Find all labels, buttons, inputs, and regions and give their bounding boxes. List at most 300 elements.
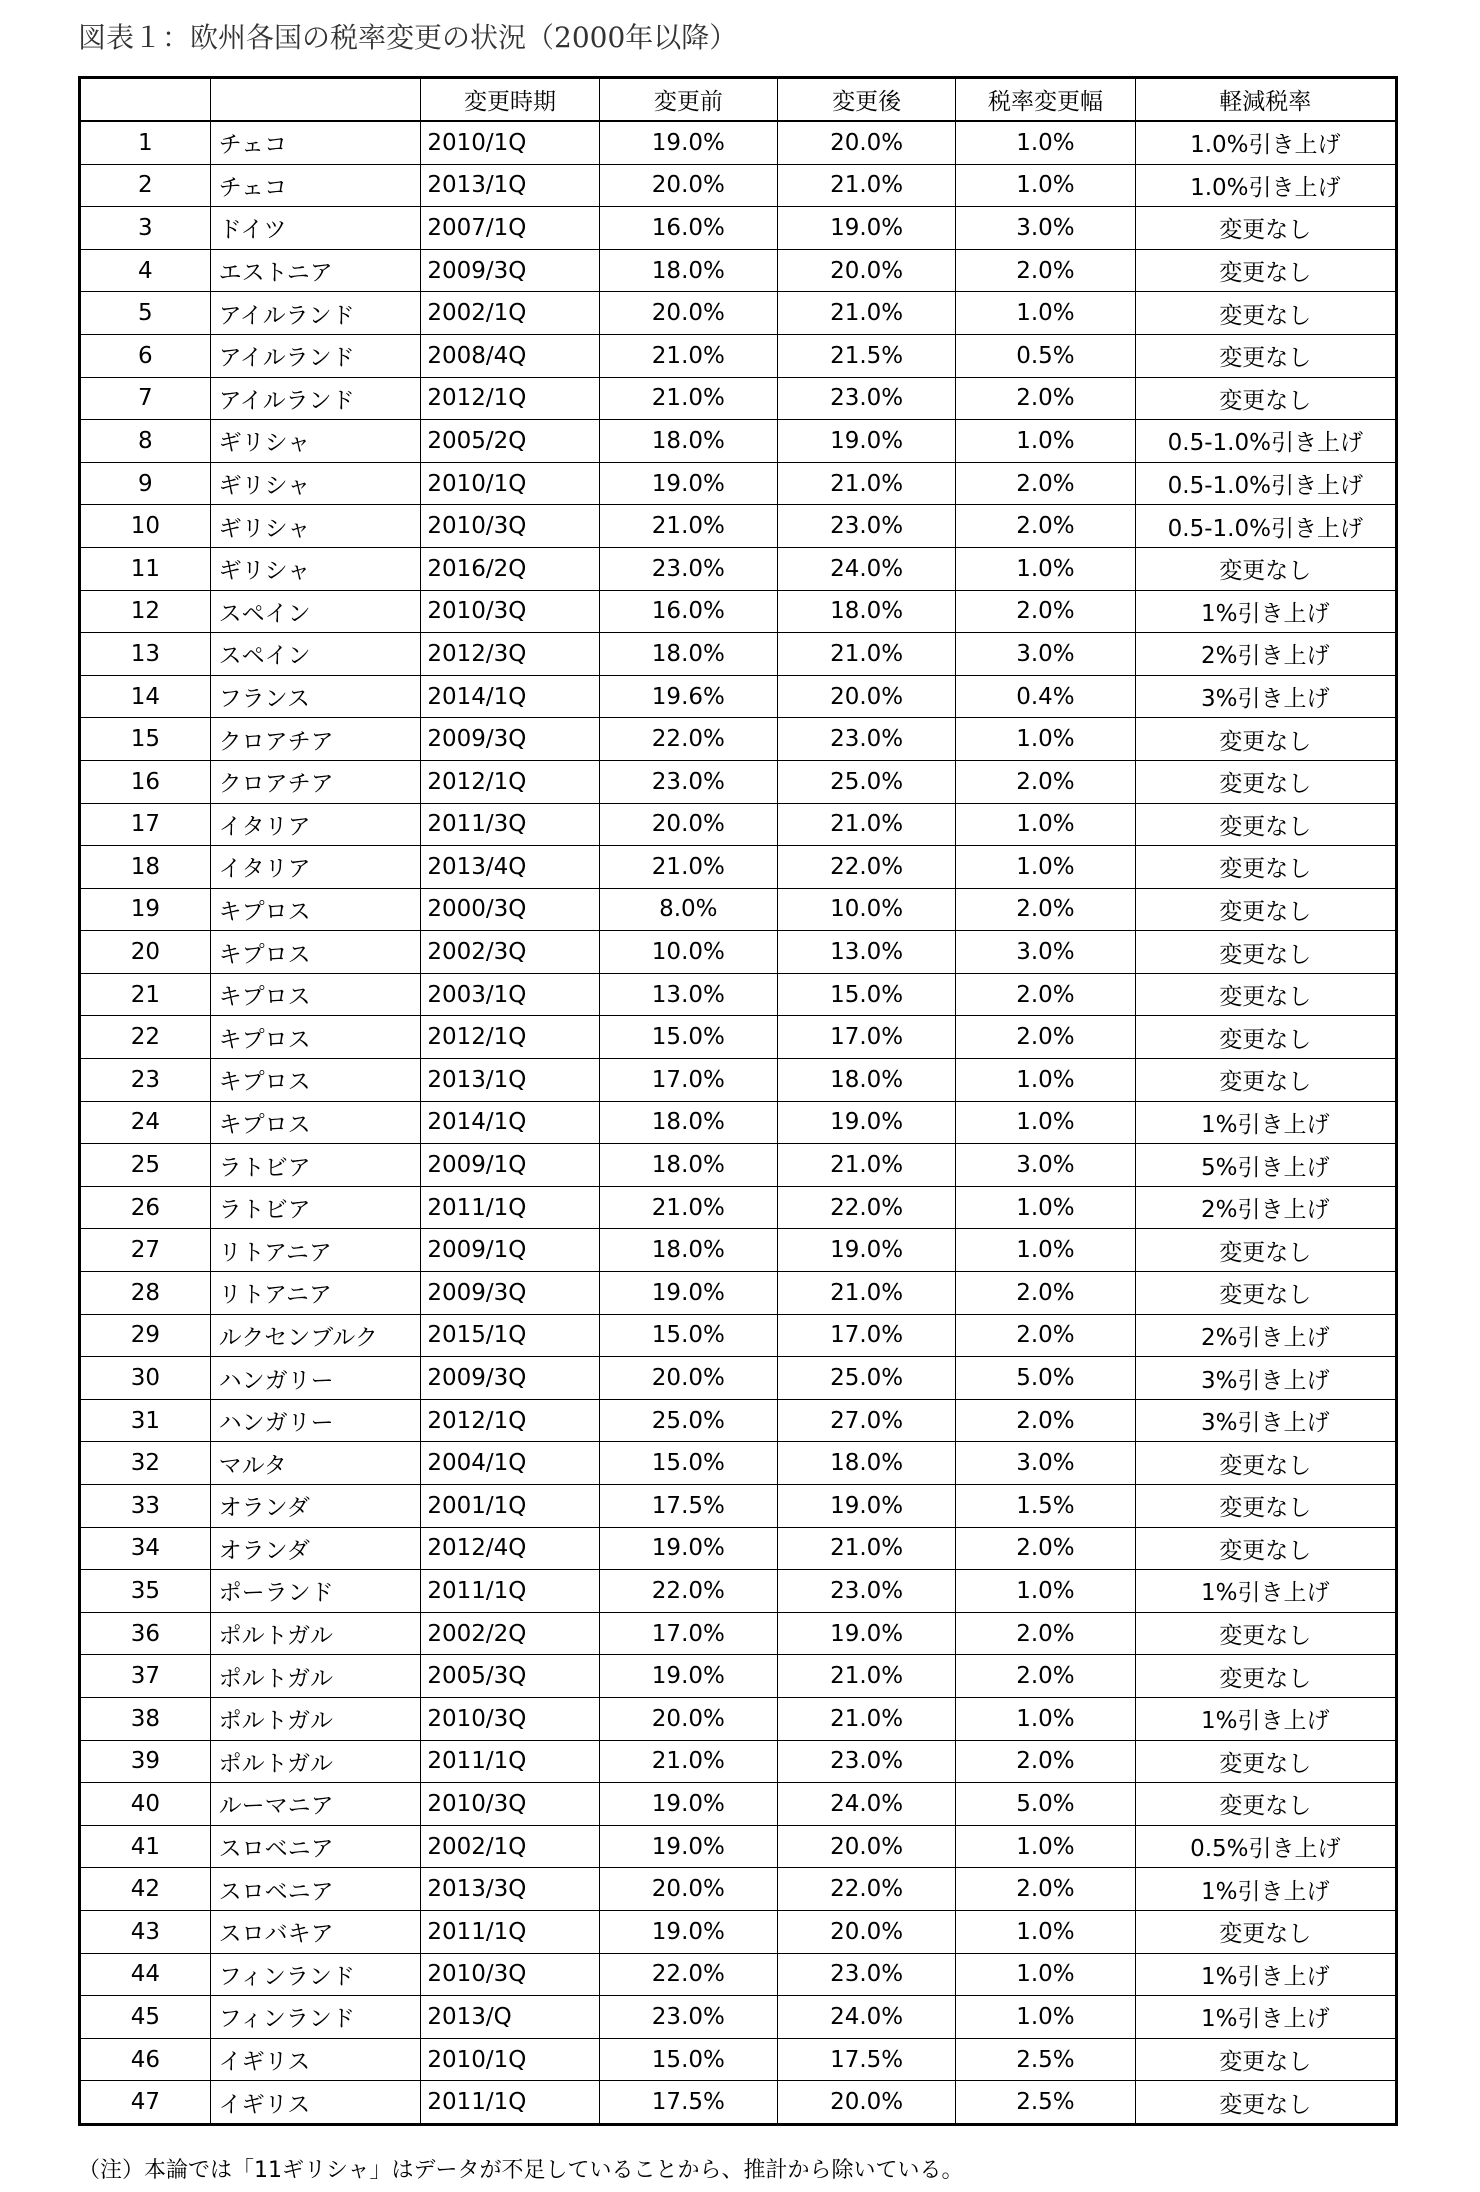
change-period: 2004/1Q [421,1442,599,1485]
rate-change: 2.0% [956,888,1135,931]
rate-change: 1.0% [956,164,1135,207]
table-row [80,888,1397,931]
row-number: 22 [80,1016,211,1059]
row-number: 36 [80,1612,211,1655]
table-row [80,1783,1397,1826]
table-row [80,2081,1397,2125]
reduced-rate: 変更なし [1135,1442,1396,1485]
reduced-rate: 3%引き上げ [1135,1399,1396,1442]
row-number: 14 [80,675,211,718]
rate-after: 21.0% [777,164,955,207]
table-row [80,1059,1397,1102]
rate-after: 20.0% [777,1825,955,1868]
rate-after: 13.0% [777,931,955,974]
rate-after: 10.0% [777,888,955,931]
row-number: 42 [80,1868,211,1911]
rate-before: 17.0% [599,1612,777,1655]
country-name: アイルランド [210,292,421,335]
rate-before: 21.0% [599,1186,777,1229]
reduced-rate: 3%引き上げ [1135,675,1396,718]
row-number: 40 [80,1783,211,1826]
reduced-rate: 0.5-1.0%引き上げ [1135,462,1396,505]
change-period: 2010/3Q [421,590,599,633]
header-no [80,78,211,122]
country-name: ポルトガル [210,1697,421,1740]
row-number: 32 [80,1442,211,1485]
reduced-rate: 変更なし [1135,760,1396,803]
row-number: 26 [80,1186,211,1229]
rate-before: 19.0% [599,462,777,505]
rate-change: 2.0% [956,1272,1135,1315]
rate-before: 19.0% [599,1272,777,1315]
row-number: 35 [80,1570,211,1613]
table-row [80,1357,1397,1400]
country-name: ポーランド [210,1570,421,1613]
country-name: スロバキア [210,1910,421,1953]
rate-after: 21.0% [777,292,955,335]
change-period: 2009/3Q [421,249,599,292]
change-period: 2012/1Q [421,1399,599,1442]
rate-before: 23.0% [599,760,777,803]
row-number: 11 [80,547,211,590]
country-name: ドイツ [210,207,421,250]
rate-after: 15.0% [777,973,955,1016]
table-row [80,1186,1397,1229]
rate-before: 18.0% [599,633,777,676]
table-row [80,1697,1397,1740]
rate-before: 20.0% [599,1697,777,1740]
row-number: 18 [80,846,211,889]
table-row [80,1399,1397,1442]
change-period: 2011/3Q [421,803,599,846]
rate-change: 1.0% [956,1910,1135,1953]
table-row [80,1101,1397,1144]
table-row [80,164,1397,207]
country-name: ポルトガル [210,1612,421,1655]
country-name: ギリシャ [210,462,421,505]
change-period: 2010/1Q [421,2038,599,2081]
row-number: 31 [80,1399,211,1442]
rate-before: 19.0% [599,1527,777,1570]
reduced-rate: 変更なし [1135,888,1396,931]
reduced-rate: 変更なし [1135,718,1396,761]
rate-after: 23.0% [777,1740,955,1783]
country-name: オランダ [210,1485,421,1528]
rate-before: 19.0% [599,1655,777,1698]
rate-change: 1.0% [956,1825,1135,1868]
reduced-rate: 変更なし [1135,1485,1396,1528]
change-period: 2013/1Q [421,1059,599,1102]
rate-change: 3.0% [956,207,1135,250]
rate-after: 20.0% [777,121,955,164]
table-row [80,1016,1397,1059]
rate-after: 20.0% [777,1910,955,1953]
rate-before: 21.0% [599,377,777,420]
row-number: 30 [80,1357,211,1400]
table-row [80,1144,1397,1187]
rate-after: 21.0% [777,1655,955,1698]
rate-change: 2.0% [956,505,1135,548]
rate-change: 2.0% [956,1016,1135,1059]
rate-after: 20.0% [777,249,955,292]
reduced-rate: 変更なし [1135,2081,1396,2125]
rate-change: 3.0% [956,1144,1135,1187]
reduced-rate: 1%引き上げ [1135,1868,1396,1911]
change-period: 2011/1Q [421,1740,599,1783]
rate-before: 22.0% [599,1953,777,1996]
rate-before: 21.0% [599,505,777,548]
country-name: スロベニア [210,1868,421,1911]
rate-before: 20.0% [599,164,777,207]
reduced-rate: 変更なし [1135,1740,1396,1783]
rate-before: 22.0% [599,1570,777,1613]
rate-change: 5.0% [956,1783,1135,1826]
reduced-rate: 2%引き上げ [1135,633,1396,676]
change-period: 2009/3Q [421,718,599,761]
table-row [80,590,1397,633]
change-period: 2005/3Q [421,1655,599,1698]
footnote: （注）本論では「11ギリシャ」はデータが不足していることから、推計から除いている。 [78,2158,964,2183]
rate-change: 1.0% [956,292,1135,335]
change-period: 2010/1Q [421,121,599,164]
rate-before: 19.6% [599,675,777,718]
change-period: 2009/3Q [421,1357,599,1400]
rate-change: 2.0% [956,1314,1135,1357]
reduced-rate: 0.5-1.0%引き上げ [1135,420,1396,463]
rate-after: 19.0% [777,1485,955,1528]
rate-after: 17.0% [777,1016,955,1059]
rate-after: 23.0% [777,1953,955,1996]
rate-change: 1.0% [956,1101,1135,1144]
reduced-rate: 変更なし [1135,377,1396,420]
table-row [80,675,1397,718]
change-period: 2011/1Q [421,1910,599,1953]
rate-after: 19.0% [777,1101,955,1144]
change-period: 2009/1Q [421,1229,599,1272]
change-period: 2009/3Q [421,1272,599,1315]
row-number: 6 [80,334,211,377]
change-period: 2002/3Q [421,931,599,974]
header-country [210,78,421,122]
country-name: ポルトガル [210,1655,421,1698]
rate-change: 1.0% [956,803,1135,846]
table-row [80,1996,1397,2039]
row-number: 44 [80,1953,211,1996]
table-row [80,334,1397,377]
rate-change: 2.0% [956,1399,1135,1442]
reduced-rate: 変更なし [1135,1910,1396,1953]
country-name: ハンガリー [210,1399,421,1442]
country-name: フランス [210,675,421,718]
country-name: イギリス [210,2081,421,2125]
change-period: 2010/3Q [421,505,599,548]
country-name: リトアニア [210,1272,421,1315]
row-number: 20 [80,931,211,974]
row-number: 2 [80,164,211,207]
rate-after: 19.0% [777,1612,955,1655]
country-name: マルタ [210,1442,421,1485]
table-row [80,803,1397,846]
rate-before: 15.0% [599,2038,777,2081]
rate-change: 5.0% [956,1357,1135,1400]
country-name: スロベニア [210,1825,421,1868]
rate-after: 21.0% [777,1527,955,1570]
rate-before: 20.0% [599,292,777,335]
reduced-rate: 1%引き上げ [1135,1697,1396,1740]
reduced-rate: 5%引き上げ [1135,1144,1396,1187]
row-number: 19 [80,888,211,931]
change-period: 2005/2Q [421,420,599,463]
row-number: 5 [80,292,211,335]
country-name: キプロス [210,973,421,1016]
change-period: 2012/3Q [421,633,599,676]
reduced-rate: 1%引き上げ [1135,1570,1396,1613]
row-number: 39 [80,1740,211,1783]
rate-change: 3.0% [956,931,1135,974]
rate-after: 18.0% [777,1442,955,1485]
header-before: 変更前 [599,78,777,122]
table-row [80,973,1397,1016]
change-period: 2015/1Q [421,1314,599,1357]
rate-after: 21.0% [777,633,955,676]
reduced-rate: 変更なし [1135,931,1396,974]
rate-after: 22.0% [777,846,955,889]
row-number: 12 [80,590,211,633]
change-period: 2014/1Q [421,675,599,718]
rate-change: 1.0% [956,1186,1135,1229]
row-number: 38 [80,1697,211,1740]
reduced-rate: 0.5-1.0%引き上げ [1135,505,1396,548]
table-row [80,718,1397,761]
rate-after: 21.0% [777,1272,955,1315]
reduced-rate: 1%引き上げ [1135,1996,1396,2039]
row-number: 21 [80,973,211,1016]
rate-change: 2.5% [956,2038,1135,2081]
row-number: 43 [80,1910,211,1953]
table-row [80,1442,1397,1485]
rate-before: 19.0% [599,121,777,164]
rate-after: 25.0% [777,1357,955,1400]
change-period: 2010/1Q [421,462,599,505]
row-number: 15 [80,718,211,761]
rate-change: 2.0% [956,462,1135,505]
rate-change: 1.0% [956,1697,1135,1740]
row-number: 17 [80,803,211,846]
rate-change: 2.0% [956,1868,1135,1911]
header-after: 変更後 [777,78,955,122]
tax-rate-table [78,76,1398,2126]
header-reduced-rate: 軽減税率 [1135,78,1396,122]
row-number: 25 [80,1144,211,1187]
rate-after: 21.5% [777,334,955,377]
change-period: 2003/1Q [421,973,599,1016]
reduced-rate: 変更なし [1135,334,1396,377]
rate-after: 23.0% [777,1570,955,1613]
change-period: 2013/4Q [421,846,599,889]
rate-after: 21.0% [777,462,955,505]
table-row [80,1485,1397,1528]
table-row [80,1655,1397,1698]
rate-before: 19.0% [599,1910,777,1953]
rate-after: 17.0% [777,1314,955,1357]
change-period: 2011/1Q [421,2081,599,2125]
country-name: スペイン [210,633,421,676]
country-name: ラトビア [210,1186,421,1229]
reduced-rate: 3%引き上げ [1135,1357,1396,1400]
reduced-rate: 0.5%引き上げ [1135,1825,1396,1868]
country-name: キプロス [210,1059,421,1102]
change-period: 2013/Q [421,1996,599,2039]
country-name: ポルトガル [210,1740,421,1783]
change-period: 2011/1Q [421,1570,599,1613]
rate-after: 17.5% [777,2038,955,2081]
reduced-rate: 1.0%引き上げ [1135,121,1396,164]
rate-change: 2.0% [956,249,1135,292]
rate-after: 24.0% [777,1783,955,1826]
reduced-rate: 変更なし [1135,1527,1396,1570]
row-number: 27 [80,1229,211,1272]
row-number: 45 [80,1996,211,2039]
reduced-rate: 変更なし [1135,1229,1396,1272]
reduced-rate: 変更なし [1135,973,1396,1016]
row-number: 13 [80,633,211,676]
change-period: 2010/3Q [421,1697,599,1740]
rate-before: 16.0% [599,590,777,633]
rate-after: 20.0% [777,675,955,718]
table-row [80,1314,1397,1357]
change-period: 2001/1Q [421,1485,599,1528]
rate-before: 16.0% [599,207,777,250]
table-row [80,121,1397,164]
rate-after: 21.0% [777,1144,955,1187]
country-name: スペイン [210,590,421,633]
rate-before: 23.0% [599,1996,777,2039]
change-period: 2013/3Q [421,1868,599,1911]
rate-change: 1.0% [956,1996,1135,2039]
country-name: イタリア [210,846,421,889]
country-name: チェコ [210,164,421,207]
rate-change: 3.0% [956,633,1135,676]
country-name: ギリシャ [210,505,421,548]
table-row [80,207,1397,250]
country-name: アイルランド [210,377,421,420]
rate-after: 22.0% [777,1186,955,1229]
change-period: 2010/3Q [421,1953,599,1996]
change-period: 2010/3Q [421,1783,599,1826]
change-period: 2012/1Q [421,377,599,420]
reduced-rate: 1%引き上げ [1135,1953,1396,1996]
table-row [80,292,1397,335]
rate-change: 1.0% [956,1570,1135,1613]
rate-after: 23.0% [777,718,955,761]
rate-change: 1.0% [956,1953,1135,1996]
rate-after: 21.0% [777,1697,955,1740]
country-name: ハンガリー [210,1357,421,1400]
row-number: 4 [80,249,211,292]
rate-change: 0.5% [956,334,1135,377]
country-name: キプロス [210,1101,421,1144]
rate-change: 1.0% [956,1059,1135,1102]
rate-after: 23.0% [777,505,955,548]
country-name: クロアチア [210,760,421,803]
rate-change: 2.0% [956,1655,1135,1698]
rate-before: 10.0% [599,931,777,974]
rate-before: 22.0% [599,718,777,761]
rate-change: 1.0% [956,718,1135,761]
change-period: 2012/1Q [421,1016,599,1059]
row-number: 1 [80,121,211,164]
page-title: 図表１：欧州各国の税率変更の状況（2000年以降） [78,21,738,54]
rate-before: 18.0% [599,249,777,292]
reduced-rate: 変更なし [1135,1783,1396,1826]
change-period: 2002/2Q [421,1612,599,1655]
reduced-rate: 1.0%引き上げ [1135,164,1396,207]
reduced-rate: 変更なし [1135,547,1396,590]
rate-before: 23.0% [599,547,777,590]
country-name: ギリシャ [210,420,421,463]
rate-before: 21.0% [599,1740,777,1783]
rate-after: 18.0% [777,1059,955,1102]
table-row [80,1229,1397,1272]
reduced-rate: 変更なし [1135,249,1396,292]
reduced-rate: 変更なし [1135,846,1396,889]
rate-change: 2.0% [956,760,1135,803]
table-row [80,2038,1397,2081]
reduced-rate: 変更なし [1135,292,1396,335]
rate-after: 21.0% [777,803,955,846]
reduced-rate: 変更なし [1135,1059,1396,1102]
rate-change: 1.5% [956,1485,1135,1528]
reduced-rate: 変更なし [1135,803,1396,846]
reduced-rate: 変更なし [1135,1612,1396,1655]
rate-change: 2.0% [956,590,1135,633]
rate-after: 22.0% [777,1868,955,1911]
change-period: 2009/1Q [421,1144,599,1187]
row-number: 23 [80,1059,211,1102]
row-number: 8 [80,420,211,463]
rate-after: 18.0% [777,590,955,633]
table-row [80,1868,1397,1911]
country-name: ギリシャ [210,547,421,590]
rate-before: 15.0% [599,1016,777,1059]
table-header-row [80,78,1397,122]
reduced-rate: 変更なし [1135,2038,1396,2081]
table-body [80,121,1397,2124]
rate-change: 1.0% [956,846,1135,889]
country-name: キプロス [210,931,421,974]
change-period: 2007/1Q [421,207,599,250]
rate-before: 15.0% [599,1442,777,1485]
table-row [80,931,1397,974]
rate-before: 18.0% [599,1144,777,1187]
table-row [80,760,1397,803]
rate-after: 27.0% [777,1399,955,1442]
row-number: 41 [80,1825,211,1868]
table-row [80,420,1397,463]
row-number: 47 [80,2081,211,2125]
rate-change: 1.0% [956,420,1135,463]
row-number: 24 [80,1101,211,1144]
reduced-rate: 変更なし [1135,1016,1396,1059]
rate-change: 1.0% [956,121,1135,164]
change-period: 2013/1Q [421,164,599,207]
rate-after: 20.0% [777,2081,955,2125]
table-row [80,633,1397,676]
row-number: 33 [80,1485,211,1528]
table-row [80,377,1397,420]
row-number: 10 [80,505,211,548]
rate-change: 2.5% [956,2081,1135,2125]
